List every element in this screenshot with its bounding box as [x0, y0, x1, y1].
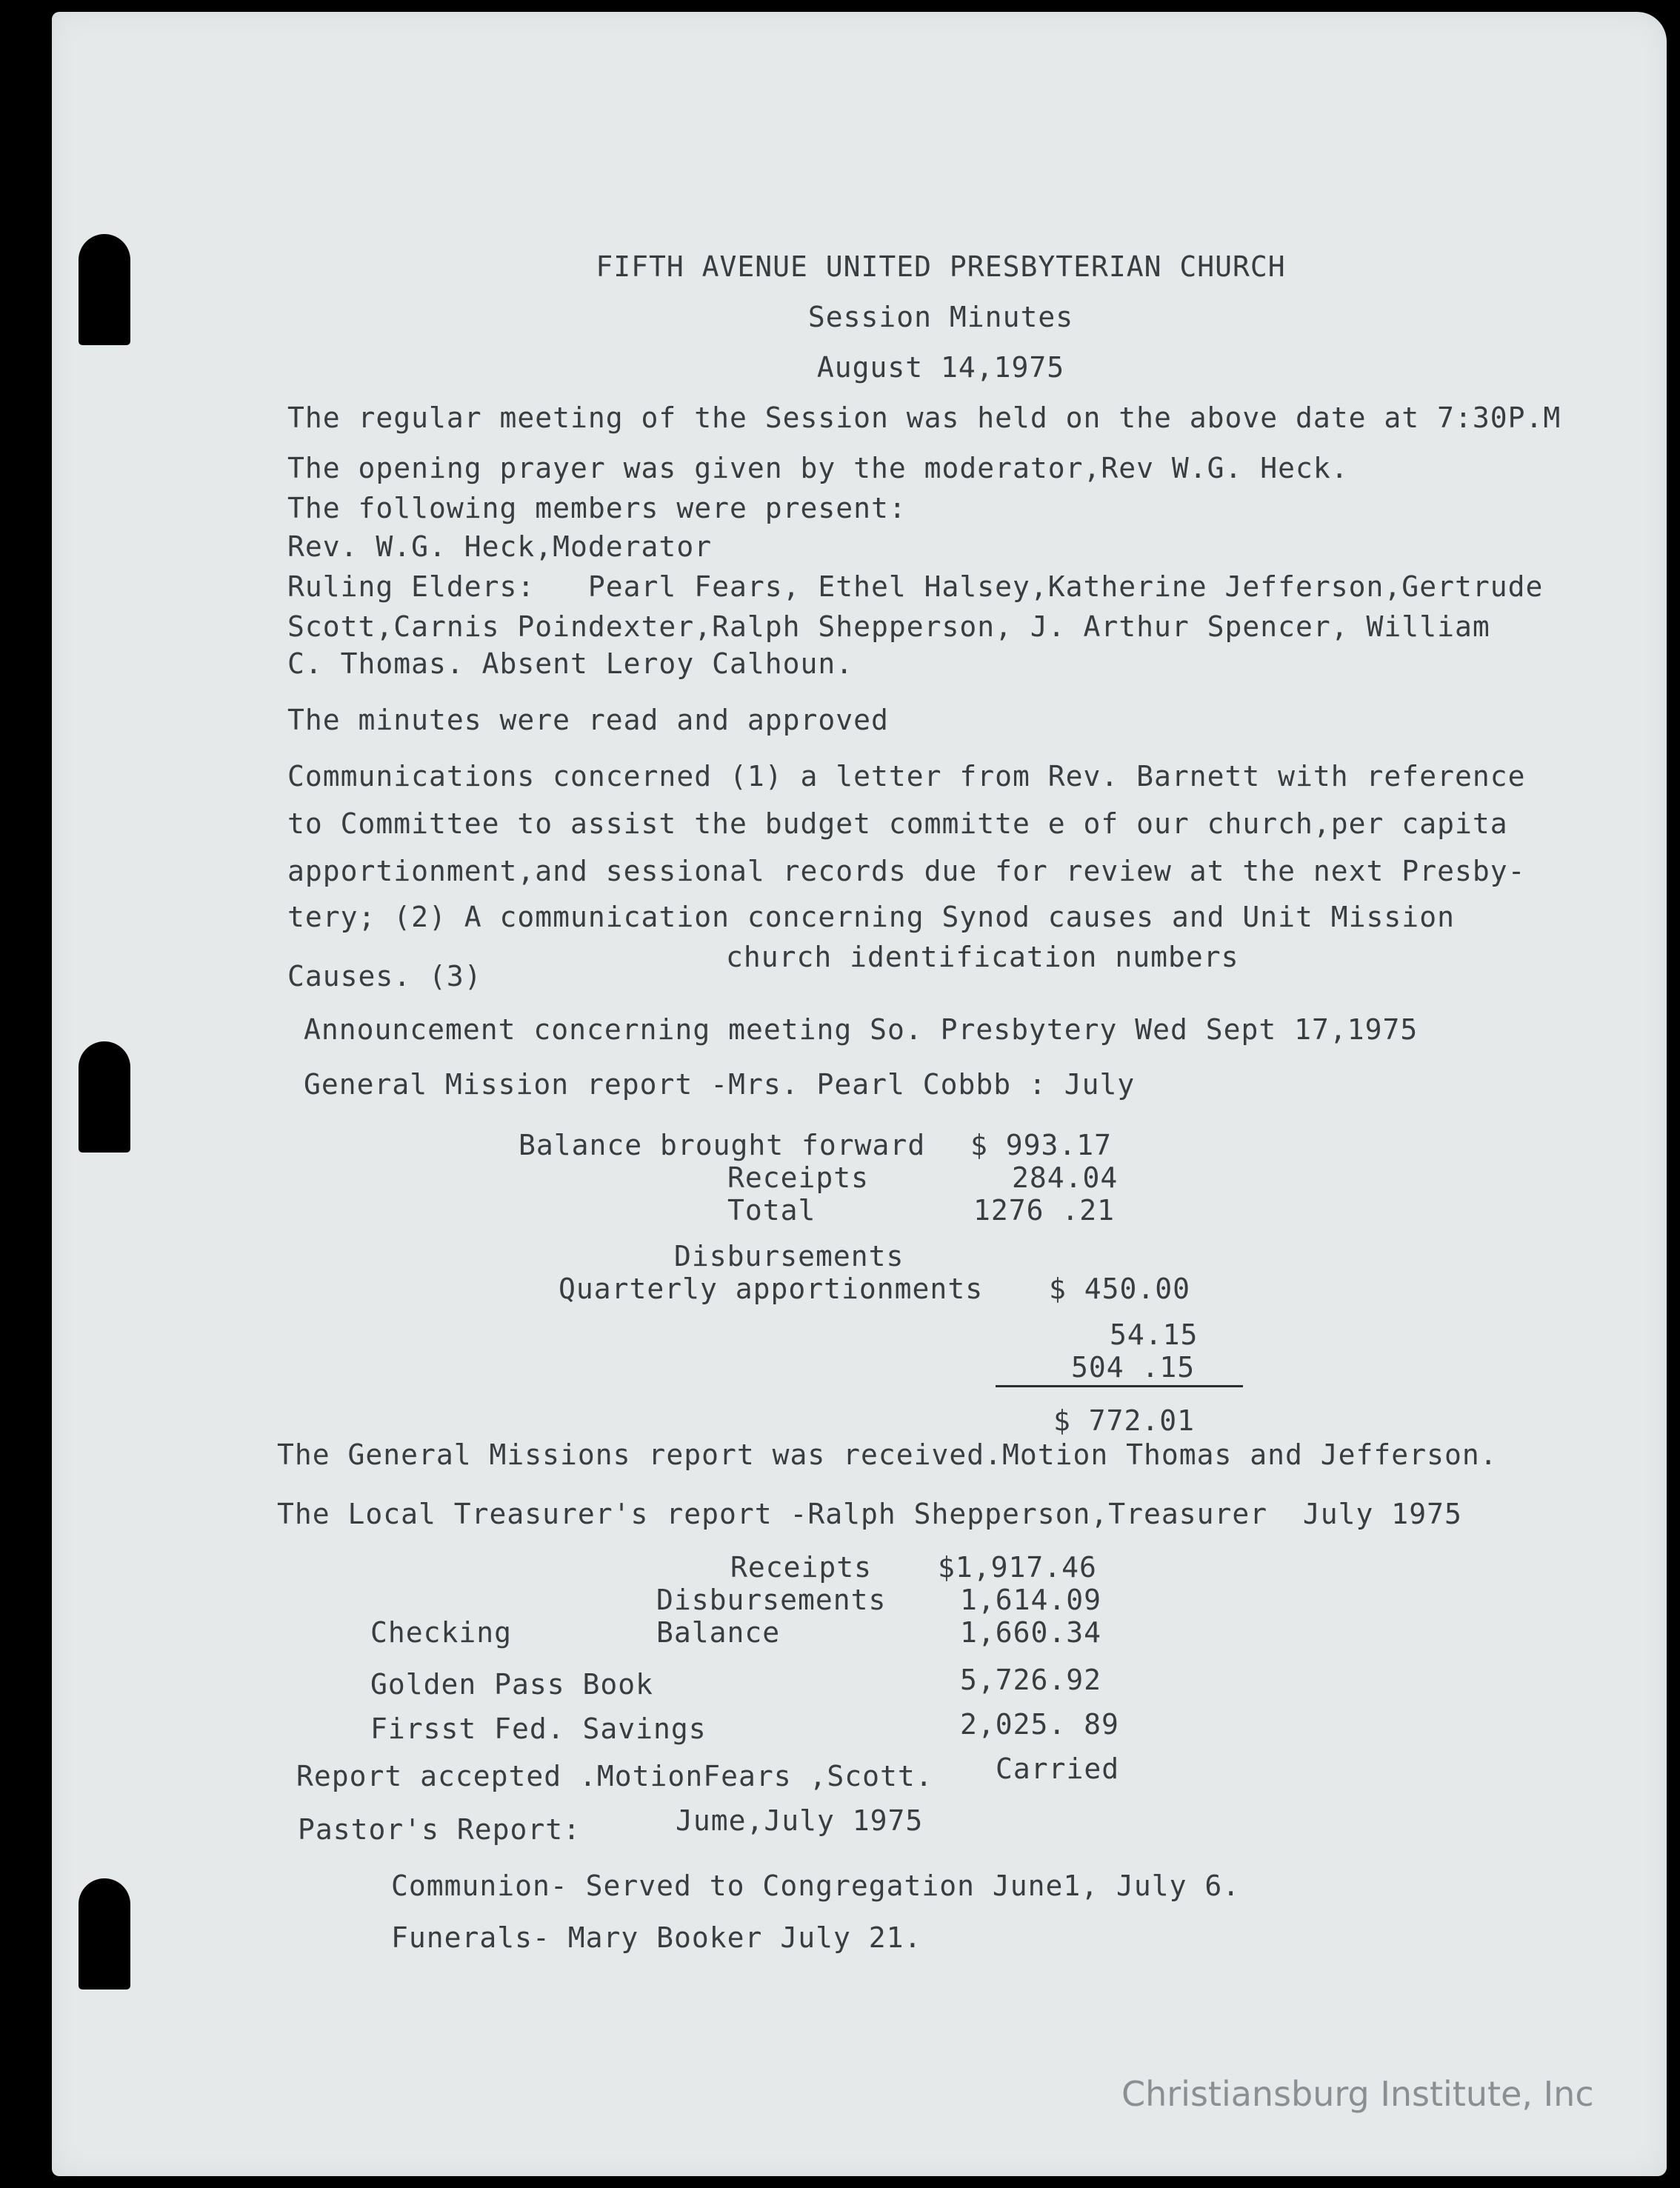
body-line: General Mission report -Mrs. Pearl Cobbb : July [304, 1068, 1136, 1101]
pastor-report-label: Pastor's Report: [298, 1813, 581, 1846]
body-line: Funerals- Mary Booker July 21. [391, 1921, 922, 1954]
body-line: apportionment,and sessional records due for review at the next Presby- [287, 855, 1526, 887]
mission-total-label: Total [727, 1194, 816, 1227]
mission-qa-label: Quarterly apportionments [559, 1273, 984, 1305]
body-line: The Local Treasurer's report -Ralph Shepperson,Treasurer July 1975 [277, 1498, 1462, 1530]
punch-hole-bottom [79, 1878, 130, 1989]
body-line: Carried [996, 1752, 1120, 1785]
pastor-report-date: Jume,July 1975 [676, 1804, 924, 1837]
treasury-disbursements-label: Disbursements [656, 1584, 887, 1616]
treasury-fed-value: 2,025. 89 [960, 1708, 1119, 1741]
mission-bbf-value: $ 993.17 [970, 1129, 1113, 1161]
treasury-balance-label: Balance [656, 1616, 781, 1649]
mission-disbursements-label: Disbursements [674, 1240, 904, 1273]
body-line: Causes. (3) [287, 960, 482, 993]
document-title: Session Minutes [807, 301, 1074, 333]
mission-receipts-label: Receipts [727, 1161, 870, 1194]
total-underline [996, 1385, 1243, 1387]
body-line: The opening prayer was given by the moderator,Rev W.G. Heck. [287, 452, 1349, 484]
treasury-receipts-label: Receipts [730, 1551, 873, 1584]
body-line: C. Thomas. Absent Leroy Calhoun. [287, 647, 854, 680]
body-line: Rev. W.G. Heck,Moderator [287, 530, 713, 563]
mission-receipts-value: 284.04 [1012, 1161, 1119, 1194]
body-line: Report accepted .MotionFears ,Scott. [296, 1760, 933, 1792]
treasury-receipts-value: $1,917.46 [938, 1551, 1097, 1584]
body-line: Scott,Carnis Poindexter,Ralph Shepperson, J. Arthur Spencer, William [287, 610, 1490, 643]
mission-total-value: 1276 .21 [973, 1194, 1116, 1227]
treasury-balance-value: 1,660.34 [960, 1616, 1102, 1649]
watermark: Christiansburg Institute, Inc [1121, 2074, 1594, 2114]
body-line: to Committee to assist the budget committe e of our church,per capita [287, 807, 1508, 840]
mission-qa-value: $ 450.00 [1049, 1273, 1191, 1305]
mission-value: 54.15 [1110, 1318, 1199, 1351]
treasury-checking-label: Checking [370, 1616, 513, 1649]
treasury-golden-value: 5,726.92 [960, 1664, 1102, 1696]
treasury-golden-label: Golden Pass Book [370, 1668, 654, 1701]
church-name: FIFTH AVENUE UNITED PRESBYTERIAN CHURCH [596, 250, 1286, 283]
punch-hole-middle [79, 1041, 130, 1153]
mission-final-balance: $ 772.01 [1053, 1404, 1196, 1437]
body-line: church identification numbers [726, 941, 1239, 973]
body-line: The regular meeting of the Session was held on the above date at 7:30P.M [287, 401, 1561, 434]
body-line: Communion- Served to Congregation June1, July 6. [391, 1870, 1241, 1902]
meeting-date: August 14,1975 [816, 351, 1065, 384]
body-line: The following members were present: [287, 492, 907, 524]
body-line: Ruling Elders: Pearl Fears, Ethel Halsey,Katherine Jefferson,Gertrude [287, 570, 1544, 603]
treasury-fed-label: Firsst Fed. Savings [370, 1712, 707, 1745]
body-line: The General Missions report was received.Motion Thomas and Jefferson. [277, 1438, 1498, 1471]
body-line: The minutes were read and approved [287, 704, 889, 736]
body-line: Announcement concerning meeting So. Presbytery Wed Sept 17,1975 [304, 1013, 1419, 1046]
document-page [52, 12, 1667, 2176]
body-line: Communications concerned (1) a letter from Rev. Barnett with reference [287, 760, 1526, 793]
body-line: tery; (2) A communication concerning Synod causes and Unit Mission [287, 901, 1455, 933]
mission-value: 504 .15 [1071, 1351, 1196, 1384]
treasury-disbursements-value: 1,614.09 [960, 1584, 1102, 1616]
mission-bbf-label: Balance brought forward [519, 1129, 926, 1161]
